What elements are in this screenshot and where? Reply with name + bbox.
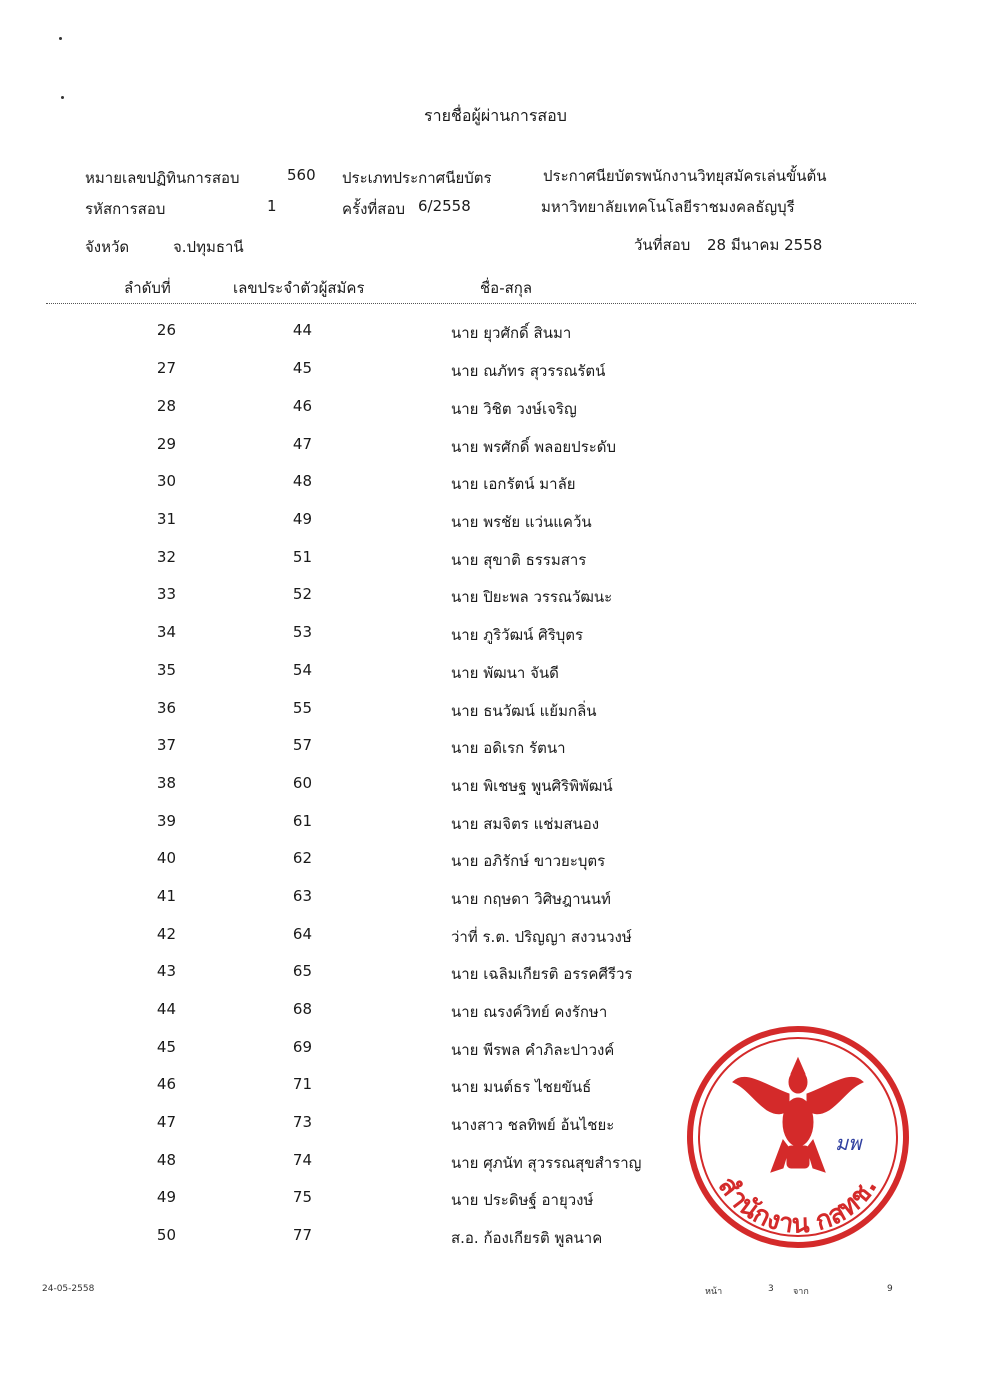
- row-id: 62: [292, 849, 312, 867]
- table-row: [0, 321, 991, 345]
- scan-speck: [59, 37, 62, 40]
- table-row: [0, 925, 991, 949]
- handwritten-signature: มพ: [835, 1131, 862, 1155]
- row-id: 49: [292, 510, 312, 528]
- table-row: [0, 736, 991, 760]
- row-no: 46: [156, 1075, 176, 1093]
- page-of-label: จาก: [793, 1287, 809, 1297]
- official-stamp: [683, 1022, 913, 1252]
- row-no: 40: [156, 849, 176, 867]
- code-label: รหัสการสอบ: [85, 200, 166, 218]
- code-value: 1: [267, 197, 277, 215]
- table-row: [0, 849, 991, 873]
- row-no: 48: [156, 1151, 176, 1169]
- row-id: 44: [292, 321, 312, 339]
- row-no: 43: [156, 962, 176, 980]
- table-row: [0, 585, 991, 609]
- license-label: หมายเลขปฏิทินการสอบ: [85, 169, 240, 187]
- row-id: 47: [292, 435, 312, 453]
- row-no: 27: [156, 359, 176, 377]
- table-row: [0, 359, 991, 383]
- page-title: รายชื่อผู้ผ่านการสอบ: [424, 106, 567, 125]
- row-id: 51: [292, 548, 312, 566]
- row-name: นาย พิเชษฐ พูนศิริพิพัฒน์: [451, 777, 613, 795]
- row-id: 55: [292, 699, 312, 717]
- row-id: 45: [292, 359, 312, 377]
- row-name: นาย วิชิต วงษ์เจริญ: [451, 400, 577, 418]
- venue: มหาวิทยาลัยเทคโนโลยีราชมงคลธัญบุรี: [541, 198, 795, 216]
- date-value: 28 มีนาคม 2558: [707, 236, 823, 254]
- row-no: 26: [156, 321, 176, 339]
- page-total: 9: [887, 1284, 893, 1294]
- row-no: 41: [156, 887, 176, 905]
- row-name: นาย สมจิตร แช่มสนอง: [451, 815, 600, 833]
- row-name: นาย ณภัทร สุวรรณรัตน์: [451, 362, 606, 380]
- table-row: [0, 397, 991, 421]
- table-row: [0, 887, 991, 911]
- row-no: 50: [156, 1226, 176, 1244]
- row-no: 35: [156, 661, 176, 679]
- row-no: 32: [156, 548, 176, 566]
- row-name: นาย พัฒนา จันดี: [451, 664, 559, 682]
- row-no: 30: [156, 472, 176, 490]
- site-watermark: [900, 300, 990, 1200]
- row-name: นาย ปิยะพล วรรณวัฒนะ: [451, 588, 613, 606]
- table-row: [0, 510, 991, 534]
- row-name: ส.อ. ก้องเกียรติ พูลนาค: [451, 1229, 603, 1247]
- table-row: [0, 962, 991, 986]
- column-header-id: เลขประจำตัวผู้สมัคร: [233, 279, 365, 297]
- row-name: นาย อภิรักษ์ ขาวยะบุตร: [451, 852, 606, 870]
- row-no: 37: [156, 736, 176, 754]
- row-name: นาย ณรงค์วิทย์ คงรักษา: [451, 1003, 608, 1021]
- row-name: ว่าที่ ร.ต. ปริญญา สงวนวงษ์: [451, 928, 632, 946]
- type-label: ประเภทประกาศนียบัตร: [342, 169, 492, 187]
- row-id: 71: [292, 1075, 312, 1093]
- row-id: 57: [292, 736, 312, 754]
- license-value: 560: [287, 166, 316, 184]
- table-row: [0, 661, 991, 685]
- row-name: นาย พีรพล คำภิละปาวงค์: [451, 1041, 615, 1059]
- row-name: นาย เอกรัตน์ มาลัย: [451, 475, 576, 493]
- row-no: 36: [156, 699, 176, 717]
- province-value: จ.ปทุมธานี: [173, 238, 244, 256]
- row-id: 52: [292, 585, 312, 603]
- row-id: 53: [292, 623, 312, 641]
- row-id: 77: [292, 1226, 312, 1244]
- table-row: [0, 1000, 991, 1024]
- date-label: วันที่สอบ: [634, 236, 691, 254]
- row-id: 73: [292, 1113, 312, 1131]
- row-id: 60: [292, 774, 312, 792]
- row-id: 64: [292, 925, 312, 943]
- row-no: 45: [156, 1038, 176, 1056]
- row-no: 38: [156, 774, 176, 792]
- table-row: [0, 472, 991, 496]
- table-row: [0, 812, 991, 836]
- row-no: 49: [156, 1188, 176, 1206]
- row-name: นางสาว ชลทิพย์ อ้นไชยะ: [451, 1116, 615, 1134]
- row-id: 69: [292, 1038, 312, 1056]
- row-id: 46: [292, 397, 312, 415]
- row-name: นาย ยุวศักดิ์ สินมา: [451, 324, 572, 342]
- row-no: 29: [156, 435, 176, 453]
- row-id: 48: [292, 472, 312, 490]
- table-row: [0, 774, 991, 798]
- round-value: 6/2558: [418, 197, 471, 215]
- row-name: นาย อดิเรก รัตนา: [451, 739, 566, 757]
- page-current: 3: [768, 1284, 774, 1294]
- round-label: ครั้งที่สอบ: [342, 200, 405, 218]
- table-row: [0, 435, 991, 459]
- column-header-no: ลำดับที่: [124, 279, 171, 297]
- row-no: 33: [156, 585, 176, 603]
- row-no: 31: [156, 510, 176, 528]
- row-id: 74: [292, 1151, 312, 1169]
- row-name: นาย เฉลิมเกียรติ อรรคศีรีวร: [451, 965, 633, 983]
- row-name: นาย กฤษดา วิศิษฎานนท์: [451, 890, 611, 908]
- row-name: นาย พรชัย แว่นแคว้น: [451, 513, 592, 531]
- row-name: นาย ธนวัฒน์ แย้มกลิ่น: [451, 702, 597, 720]
- row-no: 44: [156, 1000, 176, 1018]
- table-row: [0, 699, 991, 723]
- scan-speck: [61, 96, 64, 99]
- row-name: นาย ประดิษฐ์ อายุวงษ์: [451, 1191, 594, 1209]
- header-divider: [46, 303, 916, 304]
- row-name: นาย ศุภนัท สุวรรณสุขสำราญ: [451, 1154, 642, 1172]
- row-no: 42: [156, 925, 176, 943]
- type-value: ประกาศนียบัตรพนักงานวิทยุสมัครเล่นขั้นต้น: [543, 167, 827, 185]
- column-header-name: ชื่อ-สกุล: [480, 279, 533, 297]
- row-no: 28: [156, 397, 176, 415]
- stamp-text: สำนักงาน กสทช.: [711, 1171, 884, 1240]
- row-id: 63: [292, 887, 312, 905]
- row-id: 65: [292, 962, 312, 980]
- row-name: นาย พรศักดิ์ พลอยประดับ: [451, 438, 617, 456]
- province-label: จังหวัด: [85, 238, 130, 256]
- row-id: 61: [292, 812, 312, 830]
- row-name: นาย ภูริวัฒน์ ศิริบุตร: [451, 626, 584, 644]
- row-id: 54: [292, 661, 312, 679]
- row-no: 39: [156, 812, 176, 830]
- row-no: 47: [156, 1113, 176, 1131]
- row-no: 34: [156, 623, 176, 641]
- row-name: นาย มนต์ธร ไชยขันธ์: [451, 1078, 592, 1096]
- row-id: 75: [292, 1188, 312, 1206]
- table-row: [0, 623, 991, 647]
- page-label: หน้า: [705, 1287, 723, 1297]
- row-id: 68: [292, 1000, 312, 1018]
- print-date: 24-05-2558: [42, 1284, 95, 1294]
- table-row: [0, 548, 991, 572]
- row-name: นาย สุขาติ ธรรมสาร: [451, 551, 587, 569]
